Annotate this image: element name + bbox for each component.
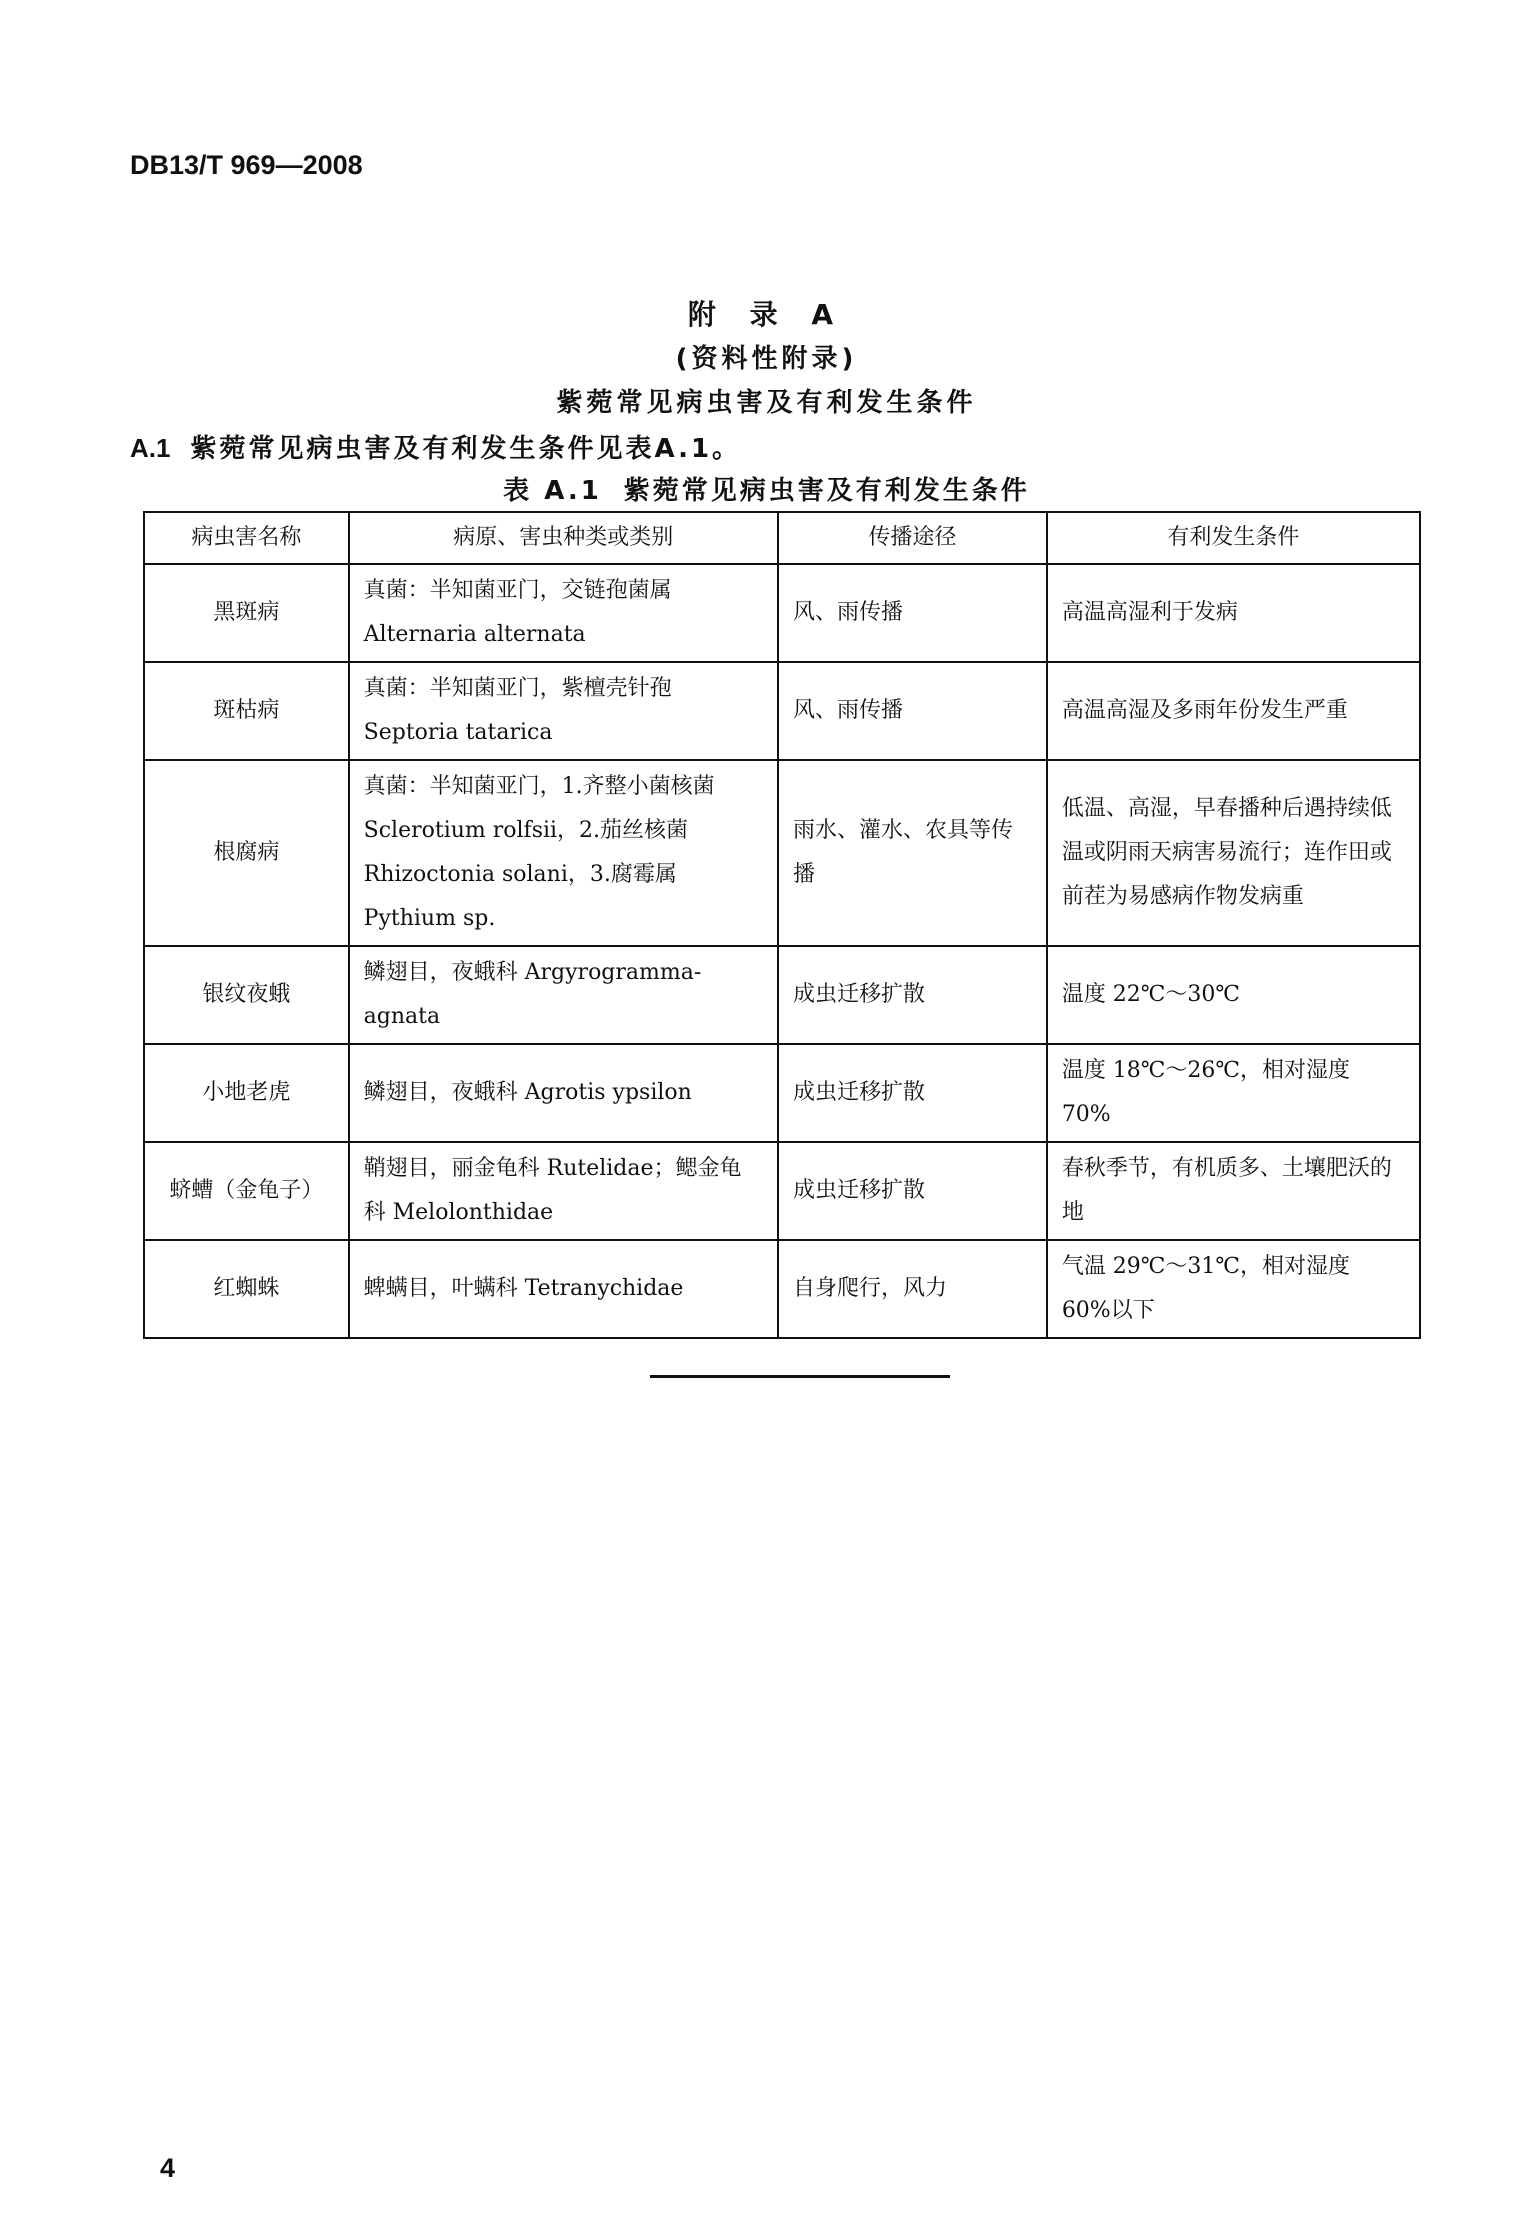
cell-transmission: 自身爬行，风力 — [778, 1240, 1047, 1338]
cell-pathogen: 真菌：半知菌亚门，1.齐整小菌核菌 Sclerotium rolfsii，2.茄丝核菌 Rhizoctonia solani，3.腐霉属 Pythium sp. — [349, 760, 778, 946]
header-pathogen: 病原、害虫种类或类别 — [349, 512, 778, 564]
table-row — [144, 760, 1420, 946]
cell-transmission: 雨水、灌水、农具等传播 — [778, 760, 1047, 946]
cell-pathogen: 鳞翅目，夜蛾科 Agrotis ypsilon — [349, 1044, 778, 1142]
table-caption-number: 表 A.1 — [503, 476, 602, 506]
pest-table — [143, 511, 1421, 1339]
cell-name: 斑枯病 — [144, 662, 349, 760]
section-text: 紫菀常见病虫害及有利发生条件见表A.1。 — [190, 434, 742, 464]
cell-conditions: 温度 22℃～30℃ — [1047, 946, 1420, 1044]
cell-conditions: 气温 29℃～31℃，相对湿度 60%以下 — [1047, 1240, 1420, 1338]
cell-name: 根腐病 — [144, 760, 349, 946]
table-row — [144, 1240, 1420, 1338]
cell-pathogen: 真菌：半知菌亚门，紫檀壳针孢 Septoria tatarica — [349, 662, 778, 760]
cell-pathogen: 蜱螨目，叶螨科 Tetranychidae — [349, 1240, 778, 1338]
cell-conditions: 春秋季节，有机质多、土壤肥沃的地 — [1047, 1142, 1420, 1240]
cell-pathogen: 鞘翅目，丽金龟科 Rutelidae；鳃金龟科 Melolonthidae — [349, 1142, 778, 1240]
cell-name: 蛴螬（金龟子） — [144, 1142, 349, 1240]
cell-conditions: 高温高湿利于发病 — [1047, 564, 1420, 662]
cell-transmission: 成虫迁移扩散 — [778, 1142, 1047, 1240]
cell-name: 黑斑病 — [144, 564, 349, 662]
table-row — [144, 1142, 1420, 1240]
section-a1 — [130, 428, 741, 465]
cell-transmission: 风、雨传播 — [778, 662, 1047, 760]
header-conditions: 有利发生条件 — [1047, 512, 1420, 564]
table-caption — [0, 470, 1533, 507]
table-row — [144, 946, 1420, 1044]
appendix-heading: 紫菀常见病虫害及有利发生条件 — [556, 388, 977, 418]
cell-name: 银纹夜蛾 — [144, 946, 349, 1044]
cell-transmission: 风、雨传播 — [778, 564, 1047, 662]
table-row — [144, 1044, 1420, 1142]
appendix-type: (资料性附录) — [675, 344, 858, 374]
header-transmission: 传播途径 — [778, 512, 1047, 564]
section-number: A.1 — [130, 433, 171, 463]
table-row — [144, 662, 1420, 760]
cell-name: 红蜘蛛 — [144, 1240, 349, 1338]
cell-transmission: 成虫迁移扩散 — [778, 1044, 1047, 1142]
table-header-row — [144, 512, 1420, 564]
cell-pathogen: 真菌：半知菌亚门，交链孢菌属 Alternaria alternata — [349, 564, 778, 662]
end-rule — [650, 1375, 950, 1378]
cell-name: 小地老虎 — [144, 1044, 349, 1142]
document-code: DB13/T 969—2008 — [130, 150, 363, 180]
table-row — [144, 564, 1420, 662]
appendix-title: 附 录 A — [687, 298, 846, 331]
header-name: 病虫害名称 — [144, 512, 349, 564]
page-number: 4 — [160, 2153, 176, 2183]
cell-transmission: 成虫迁移扩散 — [778, 946, 1047, 1044]
cell-conditions: 高温高湿及多雨年份发生严重 — [1047, 662, 1420, 760]
table-caption-title: 紫菀常见病虫害及有利发生条件 — [623, 476, 1030, 506]
cell-conditions: 低温、高湿，早春播种后遇持续低温或阴雨天病害易流行；连作田或前茬为易感病作物发病重 — [1047, 760, 1420, 946]
cell-pathogen: 鳞翅目，夜蛾科 Argyrogramma-agnata — [349, 946, 778, 1044]
cell-conditions: 温度 18℃～26℃，相对湿度 70% — [1047, 1044, 1420, 1142]
